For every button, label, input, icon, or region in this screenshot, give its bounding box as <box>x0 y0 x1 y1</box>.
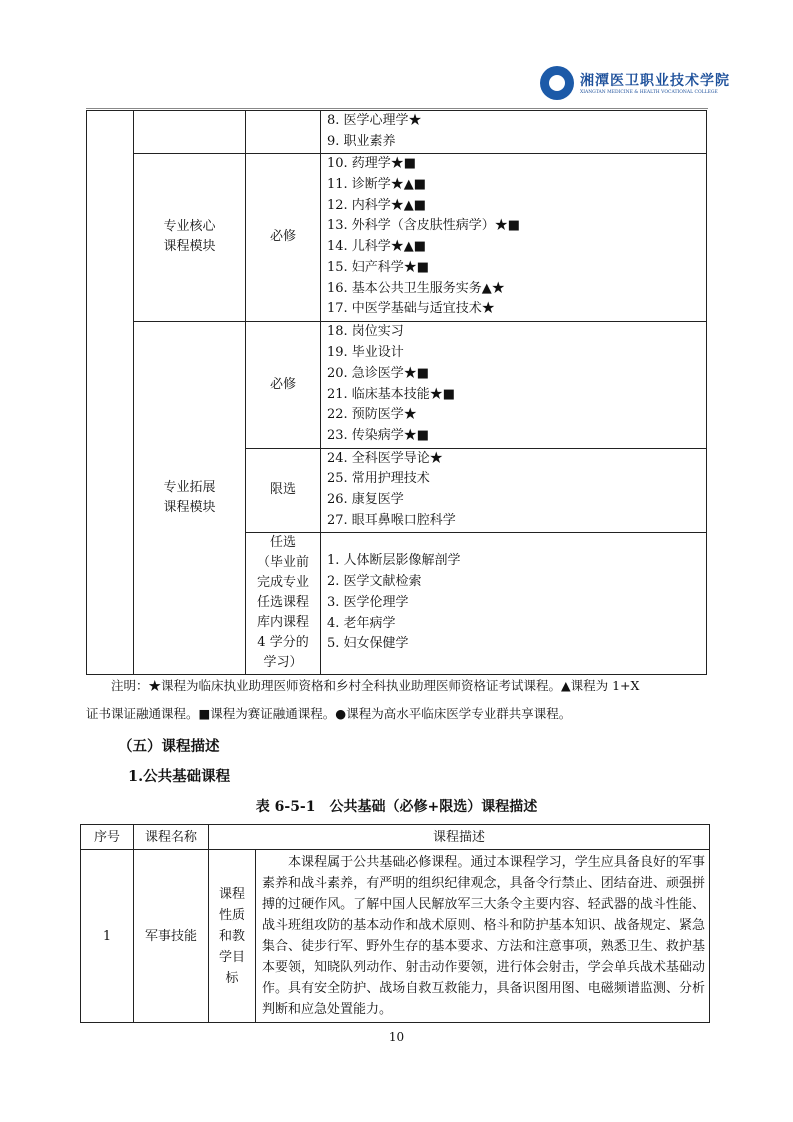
course-list <box>321 321 707 448</box>
logo-subtitle: XIANGTAN MEDICINE & HEALTH VOCATIONAL COLLEGE <box>580 90 718 95</box>
course-item: 3. 医学伦理学 <box>327 594 409 610</box>
table-title: 表 6-5-1 公共基础（必修+限选）课程描述 <box>255 799 538 815</box>
course-structure-table <box>86 110 707 675</box>
course-description-table <box>80 824 710 1023</box>
course-item: 19. 毕业设计 <box>327 345 404 360</box>
note-line-1: 注明：★课程为临床执业助理医师资格和乡村全科执业助理医师资格证考试课程。▲课程为 1+X <box>111 678 640 693</box>
course-no: 1 <box>81 850 134 1023</box>
course-list <box>321 532 707 674</box>
course-name: 军事技能 <box>134 850 209 1023</box>
course-item: 20. 急诊医学★■ <box>327 365 430 381</box>
course-item: 2. 医学文献检索 <box>327 574 422 590</box>
course-item: 26. 康复医学 <box>327 492 404 508</box>
header-rule <box>86 108 708 109</box>
course-item: 18. 岗位实习 <box>327 324 404 340</box>
note-line-2: 证书课证融通课程。■课程为赛证融通课程。●课程为高水平临床医学专业群共享课程。 <box>86 706 572 721</box>
table-row <box>81 850 710 1023</box>
course-item: 21. 临床基本技能★■ <box>327 386 456 402</box>
course-item: 17. 中医学基础与适宜技术★ <box>327 301 495 317</box>
section-heading: （五）课程描述 <box>118 738 220 755</box>
course-item: 11. 诊断学★▲■ <box>327 176 427 192</box>
course-item: 22. 预防医学★ <box>327 407 417 423</box>
course-list <box>321 448 707 532</box>
course-item: 12. 内科学★▲■ <box>327 197 427 213</box>
table-row <box>87 111 707 154</box>
course-item: 15. 妇产科学★■ <box>327 259 430 275</box>
course-description: 本课程属于公共基础必修课程。通过本课程学习，学生应具备良好的军事素养和战斗素养，有严明的组织纪律观念，具备令行禁止、团结奋进、顽强拼搏的过硬作风。了解中国人民解放军三大条令主要内容、轻武器的战斗性能、战斗班组攻防的基本动作和战术原则、格斗和防护基本知识、战备规定、紧急集合、徒步行军、野外生存的基本要求、方法和注意事项，熟悉卫生、救护基本要领，知晓队列动作、射击动作要领，进行体会射击，学会单兵战术基础动作。具有安全防护、战场自救互救能力，具备识图用图、电磁频谱监测、分析判断和应急处置能力。 <box>256 850 710 1023</box>
course-item: 23. 传染病学★■ <box>327 428 430 444</box>
module-name: 专业拓展 课程模块 <box>134 321 246 674</box>
college-emblem-icon <box>540 66 574 100</box>
course-item: 25. 常用护理技术 <box>327 471 430 487</box>
course-item: 27. 眼耳鼻喉口腔科学 <box>327 512 456 528</box>
course-item: 9. 职业素养 <box>327 133 396 149</box>
course-item: 14. 儿科学★▲■ <box>327 239 427 255</box>
header-no: 序号 <box>81 825 134 850</box>
course-item: 16. 基本公共卫生服务实务▲★ <box>327 280 505 296</box>
course-list <box>321 111 707 154</box>
course-item: 5. 妇女保健学 <box>327 636 409 652</box>
course-item: 10. 药理学★■ <box>327 155 417 171</box>
college-logo <box>540 66 730 102</box>
header-name: 课程名称 <box>134 825 209 850</box>
module-name: 专业核心 课程模块 <box>134 153 246 321</box>
logo-name: 湘潭医卫职业技术学院 <box>580 73 730 89</box>
course-list <box>321 153 707 321</box>
course-item: 13. 外科学（含皮肤性病学）★■ <box>327 218 521 234</box>
course-type: 限选 <box>246 448 321 532</box>
header-row <box>81 825 710 850</box>
course-type: 必修 <box>246 321 321 448</box>
page-number: 10 <box>388 1030 405 1044</box>
course-item: 24. 全科医学导论★ <box>327 450 443 466</box>
course-item: 1. 人体断层影像解剖学 <box>327 553 461 569</box>
table-row <box>87 321 707 448</box>
course-type: 必修 <box>246 153 321 321</box>
header-description: 课程描述 <box>209 825 710 850</box>
course-item: 4. 老年病学 <box>327 615 396 631</box>
course-item: 8. 医学心理学★ <box>327 113 422 128</box>
table-row <box>87 153 707 321</box>
course-type: 任选 （毕业前 完成专业 任选课程 库内课程 4 学分的 学习） <box>246 532 321 674</box>
subsection-heading: 1.公共基础课程 <box>128 768 231 785</box>
aspect-label: 课程 性质 和教 学目 标 <box>209 850 256 1023</box>
